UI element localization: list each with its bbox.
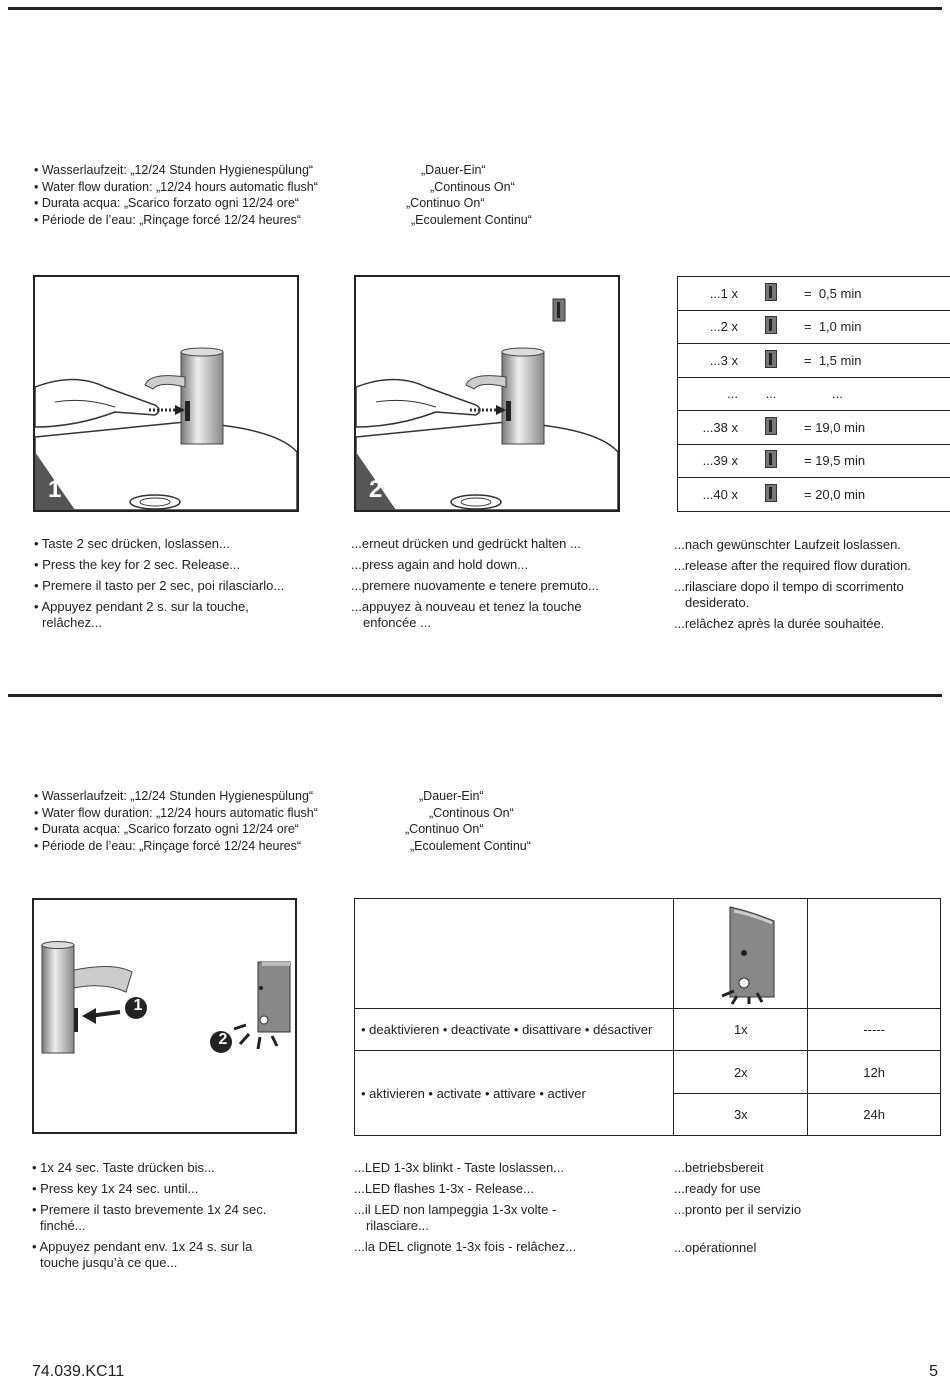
- step-number: 1: [48, 476, 61, 504]
- duration-line: • Durata acqua: „Scarico forzato ogni 12/24 ore“: [34, 821, 318, 838]
- timing-row: [678, 310, 950, 344]
- press-count: ...2 x: [678, 319, 738, 334]
- deactivate-label: • deaktivieren • deactivate • disattivare • désactiver: [355, 1009, 674, 1051]
- top-rule: [8, 7, 942, 10]
- button-icon: [738, 417, 804, 438]
- press-count: ...: [678, 386, 738, 401]
- header-led-cell: [674, 899, 808, 1009]
- duration-line: „Dauer-Ein“: [405, 788, 531, 805]
- button-icon: [738, 350, 804, 371]
- activate-label: • aktivieren • activate • attivare • activer: [355, 1051, 674, 1136]
- duration-line: „Continous On“: [406, 179, 532, 196]
- duration-line: • Wasserlaufzeit: „12/24 Stunden Hygienespülung“: [34, 162, 318, 179]
- section-rule: [8, 694, 942, 697]
- timing-row: [678, 277, 950, 311]
- flow-duration-value: = 1,0 min: [804, 319, 924, 334]
- step-marker-2: 2: [215, 1031, 231, 1049]
- duration-list-right: [406, 162, 532, 229]
- flow-duration-value: = 19,0 min: [804, 420, 924, 435]
- flow-duration-value: = 19,5 min: [804, 453, 924, 468]
- faucet-led-illustration: [34, 900, 295, 1132]
- duration-line: „Continous On“: [405, 805, 531, 822]
- header-value-cell: [808, 899, 941, 1009]
- document-code: 74.039.KC11: [32, 1363, 124, 1381]
- duration-list-left: [34, 788, 318, 855]
- header-blank-cell: [355, 899, 674, 1009]
- timing-row: [678, 478, 950, 512]
- flow-duration-value: = 0,5 min: [804, 286, 924, 301]
- step3-caption: ...nach gewünschter Laufzeit loslassen. ...release after the required flow duration. ...rilasciare dopo il tempo di scorrimento desiderato. ...relâchez après la durée souhaitée.: [674, 537, 944, 632]
- activate-count: 3x: [674, 1094, 808, 1136]
- led-step1-caption: • 1x 24 sec. Taste drücken bis... • Press key 1x 24 sec. until... • Premere il tasto brevemente 1x 24 sec. finché... • Appuyez pendant env. 1x 24 s. sur la touche jusqu’à ce que...: [32, 1160, 332, 1271]
- flow-duration-value: = 1,5 min: [804, 353, 924, 368]
- duration-line: • Durata acqua: „Scarico forzato ogni 12/24 ore“: [34, 195, 318, 212]
- step2-illustration: [354, 275, 620, 512]
- button-icon: [738, 450, 804, 471]
- press-count: ...40 x: [678, 487, 738, 502]
- page-number: 5: [929, 1363, 938, 1381]
- duration-list-left: [34, 162, 318, 229]
- hygiene-flush-table: [354, 898, 941, 1136]
- flow-duration-value: ...: [804, 386, 950, 401]
- deactivate-value: -----: [808, 1009, 941, 1051]
- flow-duration-value: = 20,0 min: [804, 487, 924, 502]
- deactivate-count: 1x: [674, 1009, 808, 1051]
- press-count: ...1 x: [678, 286, 738, 301]
- flow-duration-table: [677, 276, 950, 512]
- faucet-hand-press-illustration: [35, 277, 297, 510]
- led-module-icon: [674, 899, 806, 1005]
- press-count: ...38 x: [678, 420, 738, 435]
- button-icon: [738, 283, 804, 304]
- step-number: 2: [369, 476, 382, 504]
- duration-line: „Dauer-Ein“: [406, 162, 532, 179]
- button-icon: [738, 316, 804, 337]
- faucet-hand-hold-illustration: [356, 277, 618, 510]
- ellipsis: ...: [738, 386, 804, 401]
- led-illustration: [32, 898, 297, 1134]
- activate-value: 24h: [808, 1094, 941, 1136]
- duration-line: • Période de l’eau: „Rinçage forcé 12/24 heures“: [34, 838, 318, 855]
- timing-row: [678, 411, 950, 445]
- duration-line: • Wasserlaufzeit: „12/24 Stunden Hygienespülung“: [34, 788, 318, 805]
- press-count: ...3 x: [678, 353, 738, 368]
- duration-line: • Water flow duration: „12/24 hours automatic flush“: [34, 805, 318, 822]
- led-step3-caption: ...betriebsbereit ...ready for use ...pronto per il servizio ...opérationnel: [674, 1160, 944, 1256]
- duration-line: „Ecoulement Continu“: [406, 212, 532, 229]
- duration-line: „Continuo On“: [405, 821, 531, 838]
- step1-caption: • Taste 2 sec drücken, loslassen... • Press the key for 2 sec. Release... • Premere il tasto per 2 sec, poi rilasciarlo... • Appuyez pendant 2 s. sur la touche, relâchez...: [34, 536, 334, 631]
- duration-line: „Continuo On“: [406, 195, 532, 212]
- timing-row: [678, 377, 950, 411]
- timing-row: [678, 444, 950, 478]
- duration-line: „Ecoulement Continu“: [405, 838, 531, 855]
- duration-list-right: [405, 788, 531, 855]
- press-count: ...39 x: [678, 453, 738, 468]
- button-icon: [738, 484, 804, 505]
- duration-line: • Période de l’eau: „Rinçage forcé 12/24 heures“: [34, 212, 318, 229]
- duration-line: • Water flow duration: „12/24 hours automatic flush“: [34, 179, 318, 196]
- led-step2-caption: ...LED 1-3x blinkt - Taste loslassen... ...LED flashes 1-3x - Release... ...il LED non lampeggia 1-3x volte - rilasciare... ...la DEL clignote 1-3x fois - relâchez...: [354, 1160, 654, 1255]
- activate-value: 12h: [808, 1051, 941, 1094]
- activate-count: 2x: [674, 1051, 808, 1094]
- step1-illustration: [33, 275, 299, 512]
- timing-row: [678, 344, 950, 378]
- step-marker-1: 1: [130, 997, 146, 1015]
- step2-caption: ...erneut drücken und gedrückt halten ... ...press again and hold down... ...premere nuovamente e tenere premuto... ...appuyez à nouveau et tenez la touche enfoncée ...: [351, 536, 651, 631]
